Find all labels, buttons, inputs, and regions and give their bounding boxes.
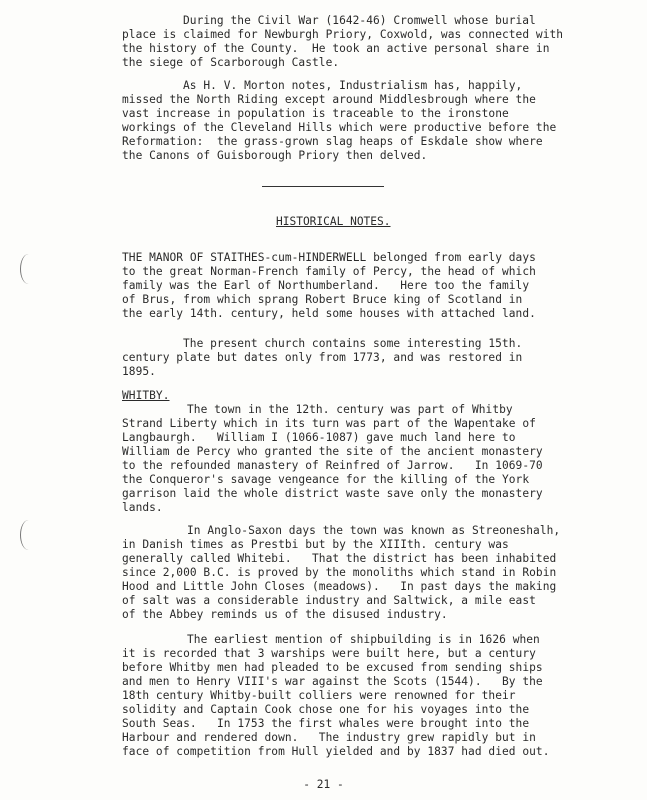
para3-line: to the great Norman-French family of Percy, the head of which [122,265,536,278]
para5-line: Langbaurgh. William I (1066-1087) gave much land here to [122,431,516,444]
para5-line: Strand Liberty which in its turn was part of the Wapentake of [122,417,536,430]
para6-line: since 2,000 B.C. is proved by the monoliths which stand in Robin [122,566,557,579]
para3-line: family was the Earl of Northumberland. Here too the family [122,279,530,292]
whitby-label: WHITBY. [122,389,170,402]
para7-line: face of competition from Hull yielded and by 1837 had died out. [122,745,550,758]
para6-line: of salt was a considerable industry and Saltwick, a mile east [122,594,536,607]
para7-line: South Seas. In 1753 the first whales were brought into the [122,717,530,730]
para1-line: During the Civil War (1642-46) Cromwell whose burial [183,14,536,27]
para7-line: Harbour and rendered down. The industry grew rapidly but in [122,731,536,744]
para4-line: century plate but dates only from 1773, and was restored in [122,351,523,364]
para2-line: As H. V. Morton notes, Industrialism has, happily, [183,79,523,92]
para2-line: Reformation: the grass-grown slag heaps of Eskdale show where [122,135,543,148]
para3-first-line [122,251,536,265]
para6-line: In Anglo-Saxon days the town was known as Streoneshalh, [187,524,561,537]
para7-line: 18th century Whitby-built colliers were renowned for their [122,689,516,702]
para4-line: The present church contains some interesting 15th. [183,337,523,350]
para6-line: Hood and Little John Closes (meadows). In past days the making [122,580,557,593]
punch-hole-bottom [20,520,37,550]
para1-line: the history of the County. He took an active personal share in [122,42,550,55]
para5-line: garrison laid the whole district waste save only the monastery [122,487,543,500]
para5-line: William de Percy who granted the site of the ancient monastery [122,445,543,458]
page-number: - 21 - [303,778,344,791]
para7-line: The earliest mention of shipbuilding is in 1626 when [187,633,540,646]
para6-line: generally called Whitebi. That the district has been inhabited [122,552,557,565]
whitby-first-line: The town in the 12th. century was part of Whitby [187,403,513,416]
para2-line: workings of the Cleveland Hills which were productive before the [122,121,557,134]
para6-line: in Danish times as Prestbi but by the XIIIth. century was [122,538,509,551]
manor-first-rest: belonged from early days [366,251,536,264]
para2-line: the Canons of Guisborough Priory then delved. [122,149,428,162]
para7-line: and men to Henry VIII's war against the Scots (1544). By the [122,675,543,688]
para7-line: before Whitby men had pleaded to be excused from sending ships [122,661,543,674]
para7-line: solidity and Captain Cook chose one for his voyages into the [122,703,530,716]
manor-title: THE MANOR OF STAITHES-cum-HINDERWELL [122,251,367,264]
para5-line: to the refounded manastery of Reinfred of Jarrow. In 1069-70 [122,459,543,472]
para4-line: 1895. [122,365,156,378]
para2-line: vast increase in population is traceable to the ironstone [122,107,509,120]
para7-line: it is recorded that 3 warships were built here, but a century [122,647,536,660]
section-heading: HISTORICAL NOTES. [276,215,391,228]
section-divider [262,186,384,187]
para5-line: lands. [122,501,163,514]
para1-line: the siege of Scarborough Castle. [122,56,340,69]
para5-line: the Conqueror's savage vengeance for the killing of the York [122,473,530,486]
para3-line: of Brus, from which sprang Robert Bruce king of Scotland in [122,293,523,306]
para3-line: the early 14th. century, held some houses with attached land. [122,307,536,320]
para2-line: missed the North Riding except around Middlesbrough where the [122,93,536,106]
punch-hole-top [20,254,37,284]
para1-line: place is claimed for Newburgh Priory, Coxwold, was connected with [122,28,564,41]
para6-line: of the Abbey reminds us of the disused industry. [122,608,448,621]
